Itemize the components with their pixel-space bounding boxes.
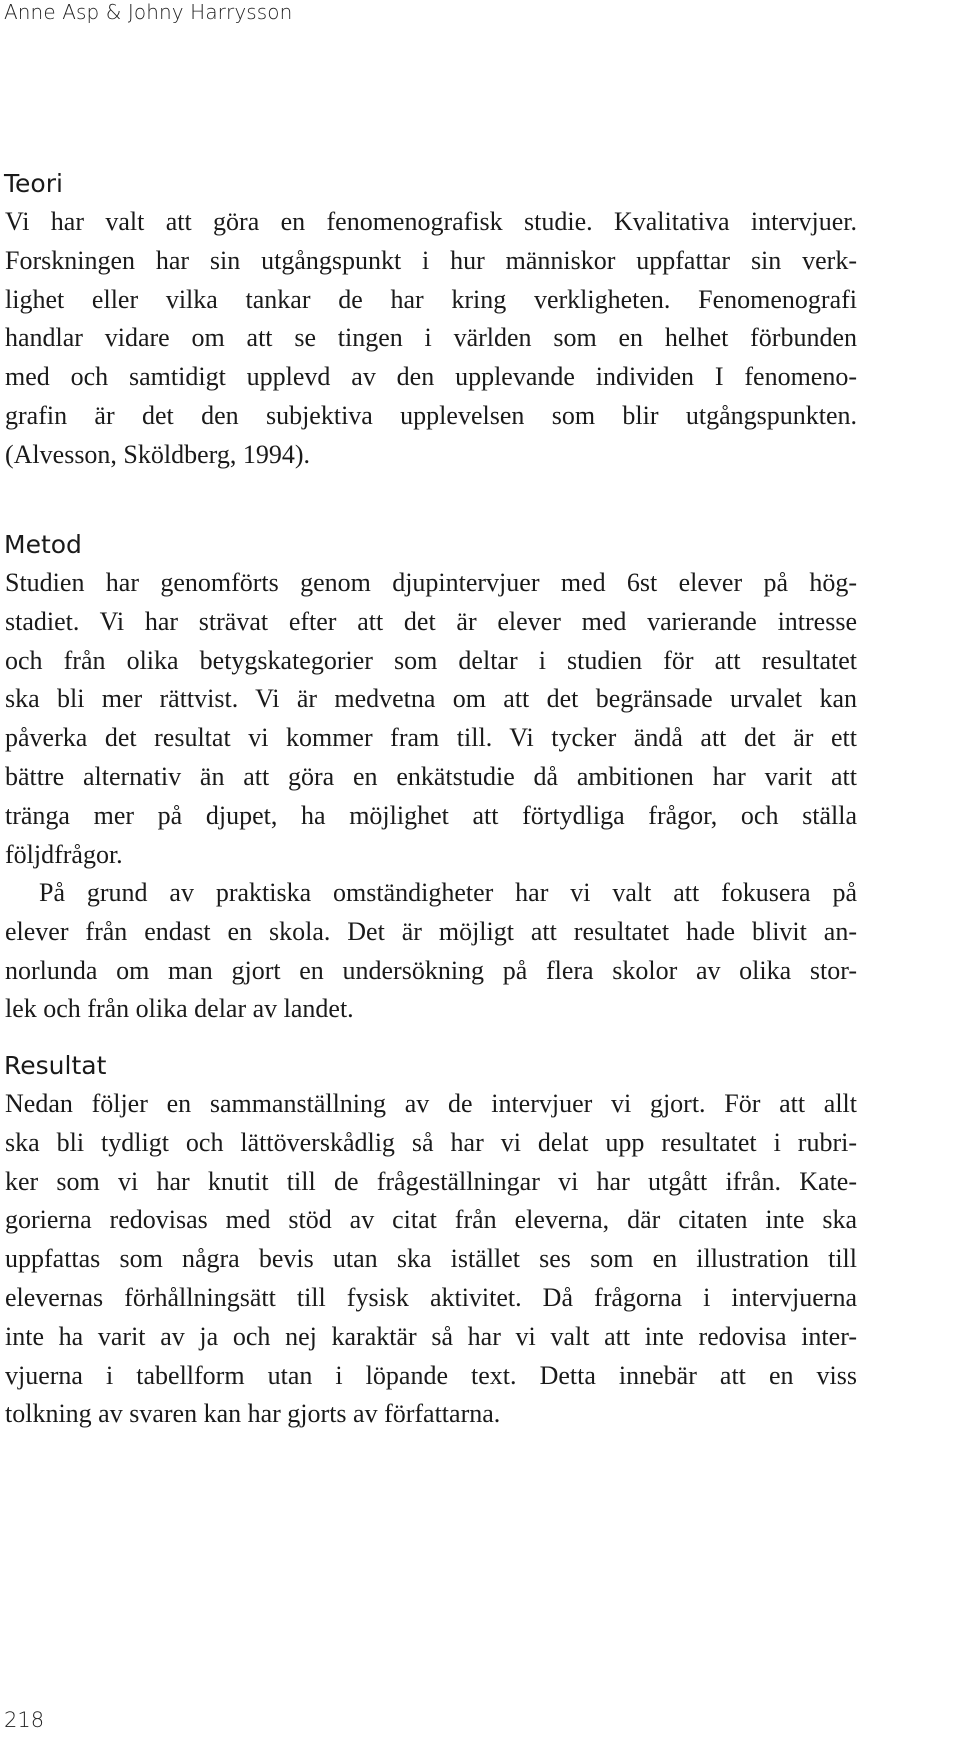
text-line: ska bli mer rättvist. Vi är medvetna om att det begränsade urvalet kan — [5, 684, 857, 714]
text-line: (Alvesson, Sköldberg, 1994). — [5, 439, 311, 469]
text-line: tränga mer på djupet, ha möjlighet att förtydliga frågor, och ställa — [5, 800, 857, 830]
text-line: stadiet. Vi har strävat efter att det är elever med varierande intresse — [5, 606, 857, 636]
text-line: ska bli tydligt och lättöverskådlig så har vi delat upp resultatet i rubri- — [5, 1127, 857, 1157]
text-line: inte ha varit av ja och nej karaktär så har vi valt att inte redovisa inter- — [5, 1321, 857, 1351]
text-line: norlunda om man gjort en undersökning på flera skolor av olika stor- — [5, 955, 857, 985]
text-line: Vi har valt att göra en fenomenografisk studie. Kvalitativa intervjuer. — [5, 207, 857, 236]
paragraph-resultat — [5, 1085, 857, 1434]
text-line: handlar vidare om att se tingen i världen som en helhet förbunden — [5, 323, 857, 353]
text-line: Nedan följer en sammanställning av de intervjuer vi gjort. För att allt — [5, 1089, 857, 1118]
text-line: elever från endast en skola. Det är möjligt att resultatet hade blivit an- — [5, 916, 857, 946]
section-heading-resultat: Resultat — [4, 1051, 107, 1080]
paragraph-teori — [5, 203, 857, 475]
text-line: med och samtidigt upplevd av den upplevande individen I fenomeno- — [5, 362, 857, 392]
paragraph-metod-1 — [5, 564, 857, 874]
text-line: uppfattas som några bevis utan ska istället ses som en illustration till — [5, 1244, 857, 1274]
text-line: Studien har genomförts genom djupintervjuer med 6st elever på hög- — [5, 568, 857, 597]
text-line: lek och från olika delar av landet. — [5, 994, 354, 1024]
text-line: och från olika betygskategorier som deltar i studien för att resultatet — [5, 645, 857, 675]
text-line: vjuerna i tabellform utan i löpande text. Detta innebär att en viss — [5, 1360, 857, 1390]
text-line: elevernas förhållningsätt till fysisk aktivitet. Då frågorna i intervjuerna — [5, 1282, 857, 1312]
section-heading-teori: Teori — [4, 169, 63, 198]
text-line: lighet eller vilka tankar de har kring verkligheten. Fenomenografi — [5, 284, 857, 314]
text-line: påverka det resultat vi kommer fram till. Vi tycker ändå att det är ett — [5, 723, 857, 753]
paragraph-metod-2 — [5, 874, 857, 1029]
text-line: På grund av praktiska omständigheter har vi valt att fokusera på — [39, 878, 857, 907]
text-line: bättre alternativ än att göra en enkätstudie då ambitionen har varit att — [5, 761, 857, 791]
text-line: tolkning av svaren kan har gjorts av författarna. — [5, 1399, 501, 1429]
text-line: ker som vi har knutit till de frågeställningar vi har utgått ifrån. Kate- — [5, 1166, 857, 1196]
page-number: 218 — [4, 1708, 45, 1732]
text-line: grafin är det den subjektiva upplevelsen som blir utgångspunkten. — [5, 400, 857, 430]
text-line: följdfrågor. — [5, 839, 123, 869]
text-line: gorierna redovisas med stöd av citat från eleverna, där citaten inte ska — [5, 1205, 857, 1235]
running-header-authors: Anne Asp & Johny Harrysson — [4, 0, 293, 24]
section-heading-metod: Metod — [4, 530, 82, 559]
text-line: Forskningen har sin utgångspunkt i hur människor uppfattar sin verk- — [5, 245, 857, 275]
